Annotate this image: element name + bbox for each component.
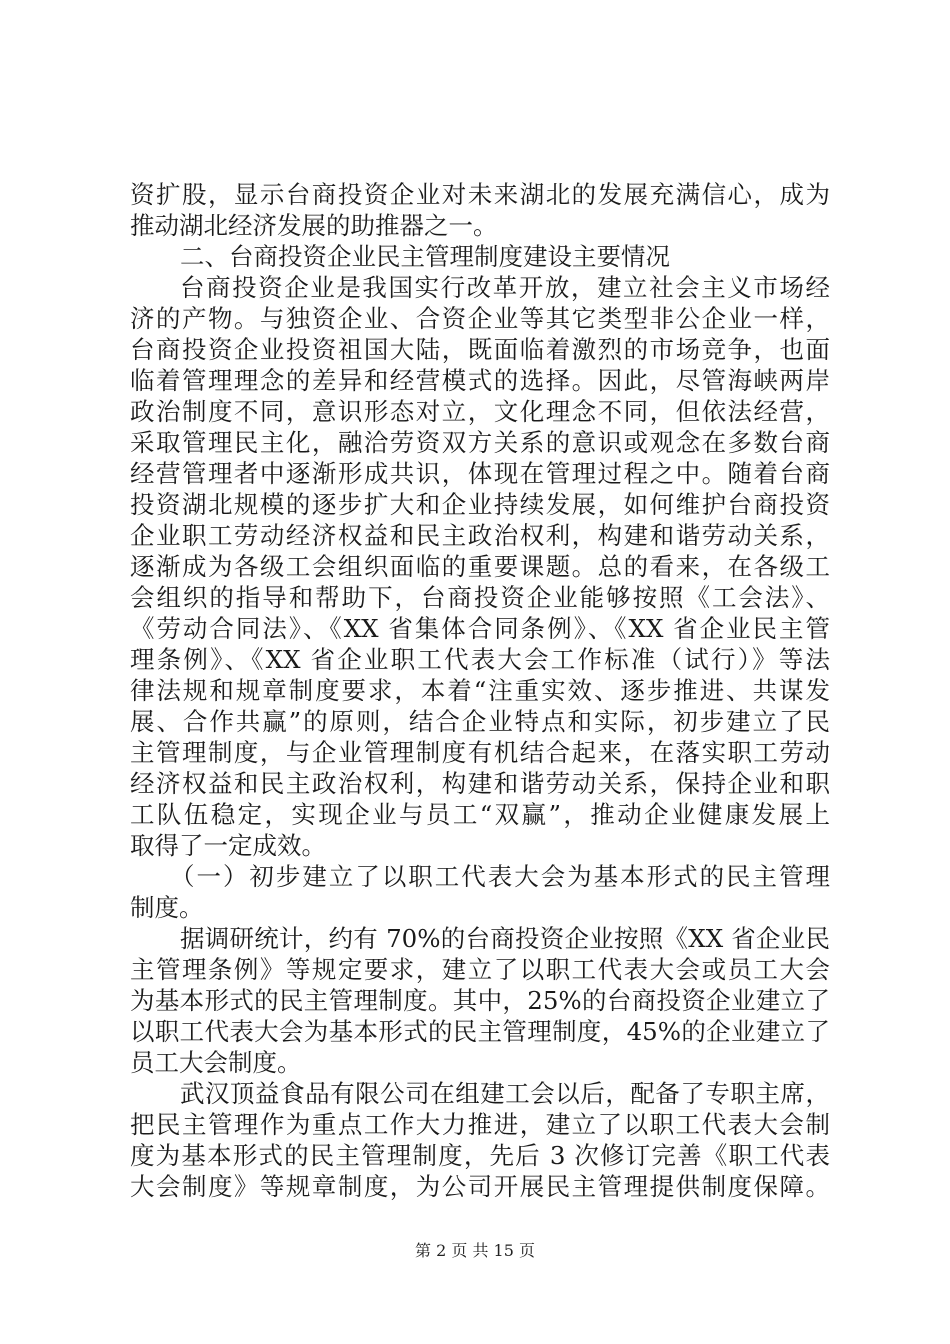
- text-line: 台商投资企业投资祖国大陆，既面临着激烈的市场竞争，也面: [130, 335, 830, 364]
- text-line: 采取管理民主化，融洽劳资双方关系的意识或观念在多数台商: [130, 428, 830, 457]
- text-line: 把民主管理作为重点工作大力推进，建立了以职工代表大会制: [130, 1110, 830, 1139]
- text-line: 员工大会制度。: [130, 1048, 302, 1077]
- text-line: 主管理条例》等规定要求，建立了以职工代表大会或员工大会: [130, 955, 830, 984]
- text-line: 逐渐成为各级工会组织面临的重要课题。总的看来，在各级工: [130, 552, 830, 581]
- text-line: 推动湖北经济发展的助推器之一。: [130, 211, 498, 240]
- text-line: 《劳动合同法》、《XX 省集体合同条例》、《XX 省企业民主管: [130, 614, 830, 643]
- section-heading: 二、台商投资企业民主管理制度建设主要情况: [180, 242, 670, 271]
- text-line: 以职工代表大会为基本形式的民主管理制度，45%的企业建立了: [130, 1017, 830, 1046]
- text-line: 企业职工劳动经济权益和民主政治权利，构建和谐劳动关系，: [130, 521, 830, 550]
- text-line: 经营管理者中逐渐形成共识，体现在管理过程之中。随着台商: [130, 459, 830, 488]
- text-line: 投资湖北规模的逐步扩大和企业持续发展，如何维护台商投资: [130, 490, 830, 519]
- text-line: 会组织的指导和帮助下，台商投资企业能够按照《工会法》、: [130, 583, 830, 612]
- text-line: 临着管理理念的差异和经营模式的选择。因此，尽管海峡两岸: [130, 366, 830, 395]
- text-line: 工队伍稳定，实现企业与员工“双赢”，推动企业健康发展上: [130, 800, 830, 829]
- text-line: 武汉顶益食品有限公司在组建工会以后，配备了专职主席，: [180, 1079, 830, 1108]
- text-line: 主管理制度，与企业管理制度有机结合起来，在落实职工劳动: [130, 738, 830, 767]
- text-line: 资扩股，显示台商投资企业对未来湖北的发展充满信心，成为: [130, 180, 830, 209]
- text-line: 据调研统计，约有 70%的台商投资企业按照《XX 省企业民: [180, 924, 830, 953]
- text-line: 济的产物。与独资企业、合资企业等其它类型非公企业一样，: [130, 304, 830, 333]
- text-line: 经济权益和民主政治权利，构建和谐劳动关系，保持企业和职: [130, 769, 830, 798]
- page-number-footer: 第 2 页 共 15 页: [415, 1241, 535, 1260]
- text-line: 律法规和规章制度要求，本着“注重实效、逐步推进、共谋发: [130, 676, 830, 705]
- text-line: 为基本形式的民主管理制度。其中，25%的台商投资企业建立了: [130, 986, 830, 1015]
- text-line: 制度。: [130, 893, 204, 922]
- text-line: 理条例》、《XX 省企业职工代表大会工作标准（试行）》等法: [130, 645, 830, 674]
- text-line: 政治制度不同，意识形态对立，文化理念不同，但依法经营，: [130, 397, 830, 426]
- text-line: 大会制度》等规章制度，为公司开展民主管理提供制度保障。: [130, 1172, 830, 1201]
- text-line: 台商投资企业是我国实行改革开放，建立社会主义市场经: [180, 273, 830, 302]
- text-line: 度为基本形式的民主管理制度，先后 3 次修订完善《职工代表: [130, 1141, 830, 1170]
- subsection-heading: （一）初步建立了以职工代表大会为基本形式的民主管理: [170, 862, 830, 891]
- text-line: 展、合作共赢”的原则，结合企业特点和实际，初步建立了民: [130, 707, 830, 736]
- text-line: 取得了一定成效。: [130, 831, 326, 860]
